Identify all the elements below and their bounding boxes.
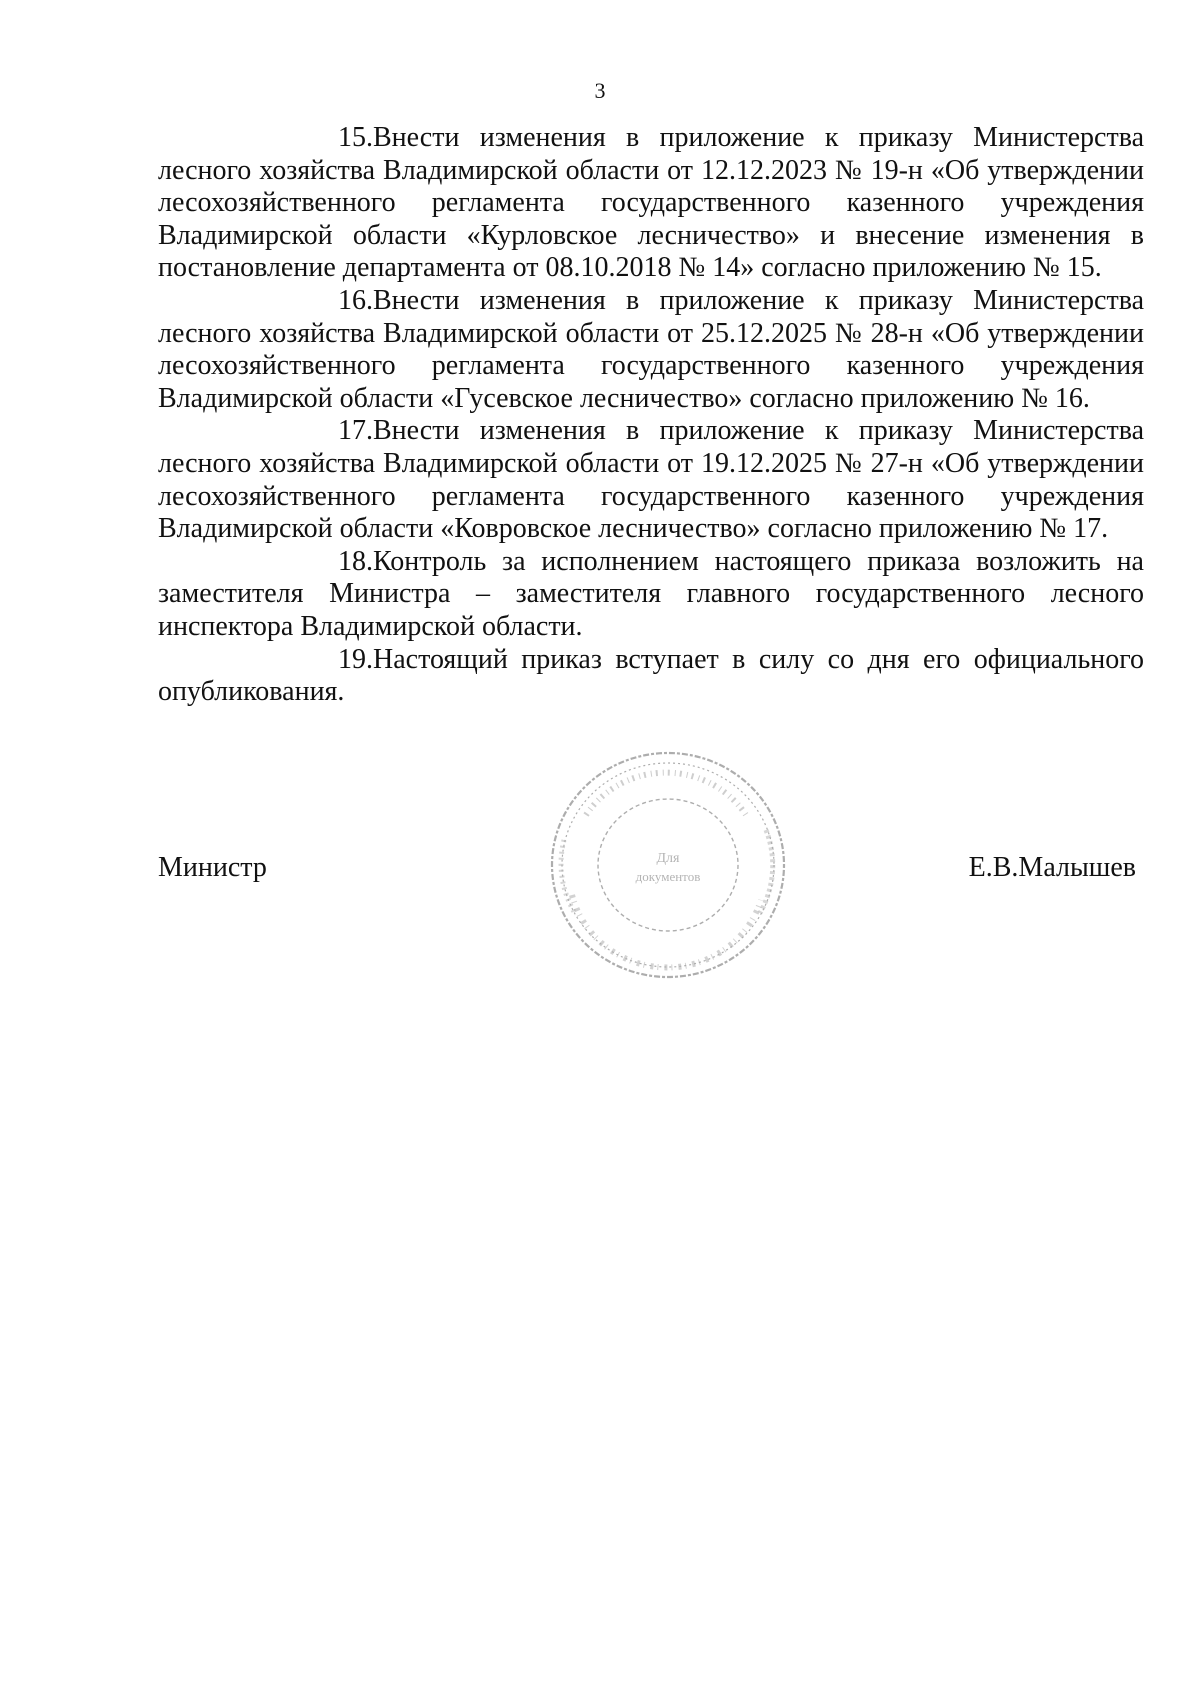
document-body <box>158 122 1144 709</box>
paragraph-number: 15. <box>338 122 373 153</box>
signer-position: Министр <box>158 852 267 883</box>
paragraph-number: 18. <box>338 545 373 577</box>
signature-block <box>158 852 1144 892</box>
paragraph-19 <box>158 644 1144 709</box>
stamp-inner-text-2: документов <box>635 869 701 884</box>
stamp-inner-text-1: Для <box>656 851 680 866</box>
paragraph-text: Настоящий приказ вступает в силу со дня его официального опубликования. <box>158 643 1144 708</box>
paragraph-text: Внести изменения в приложение к приказу Министерства лесного хозяйства Владимирской области от 19.12.2025 № 27-н «Об утверждении лесохозяйственного регламента государственного казенного учреждения Владимирской области «Ковровское лесничество» согласно приложению № 17. <box>158 415 1144 545</box>
paragraph-15 <box>158 122 1144 285</box>
signer-name: Е.В.Малышев <box>968 852 1136 883</box>
paragraph-number: 19. <box>338 643 373 675</box>
paragraph-text: Внести изменения в приложение к приказу Министерства лесного хозяйства Владимирской области от 12.12.2023 № 19-н «Об утверждении лесохозяйственного регламента государственного казенного учреждения Владимирской области «Курловское лесничество» и внесение изменения в постановление департамента от 08.10.2018 № 14» согласно приложению № 15. <box>158 122 1144 284</box>
paragraph-18 <box>158 546 1144 644</box>
paragraph-text: Контроль за исполнением настоящего приказа возложить на заместителя Министра – заместителя главного государственного лесного инспектора Владимирской области. <box>158 545 1144 642</box>
paragraph-number: 17. <box>338 415 373 447</box>
paragraph-16 <box>158 285 1144 415</box>
paragraph-17 <box>158 415 1144 545</box>
paragraph-text: Внести изменения в приложение к приказу Министерства лесного хозяйства Владимирской области от 25.12.2025 № 28-н «Об утверждении лесохозяйственного регламента государственного казенного учреждения Владимирской области «Гусевское лесничество» согласно приложению № 16. <box>158 284 1144 414</box>
paragraph-number: 16. <box>338 284 373 316</box>
page-number: 3 <box>594 78 606 103</box>
